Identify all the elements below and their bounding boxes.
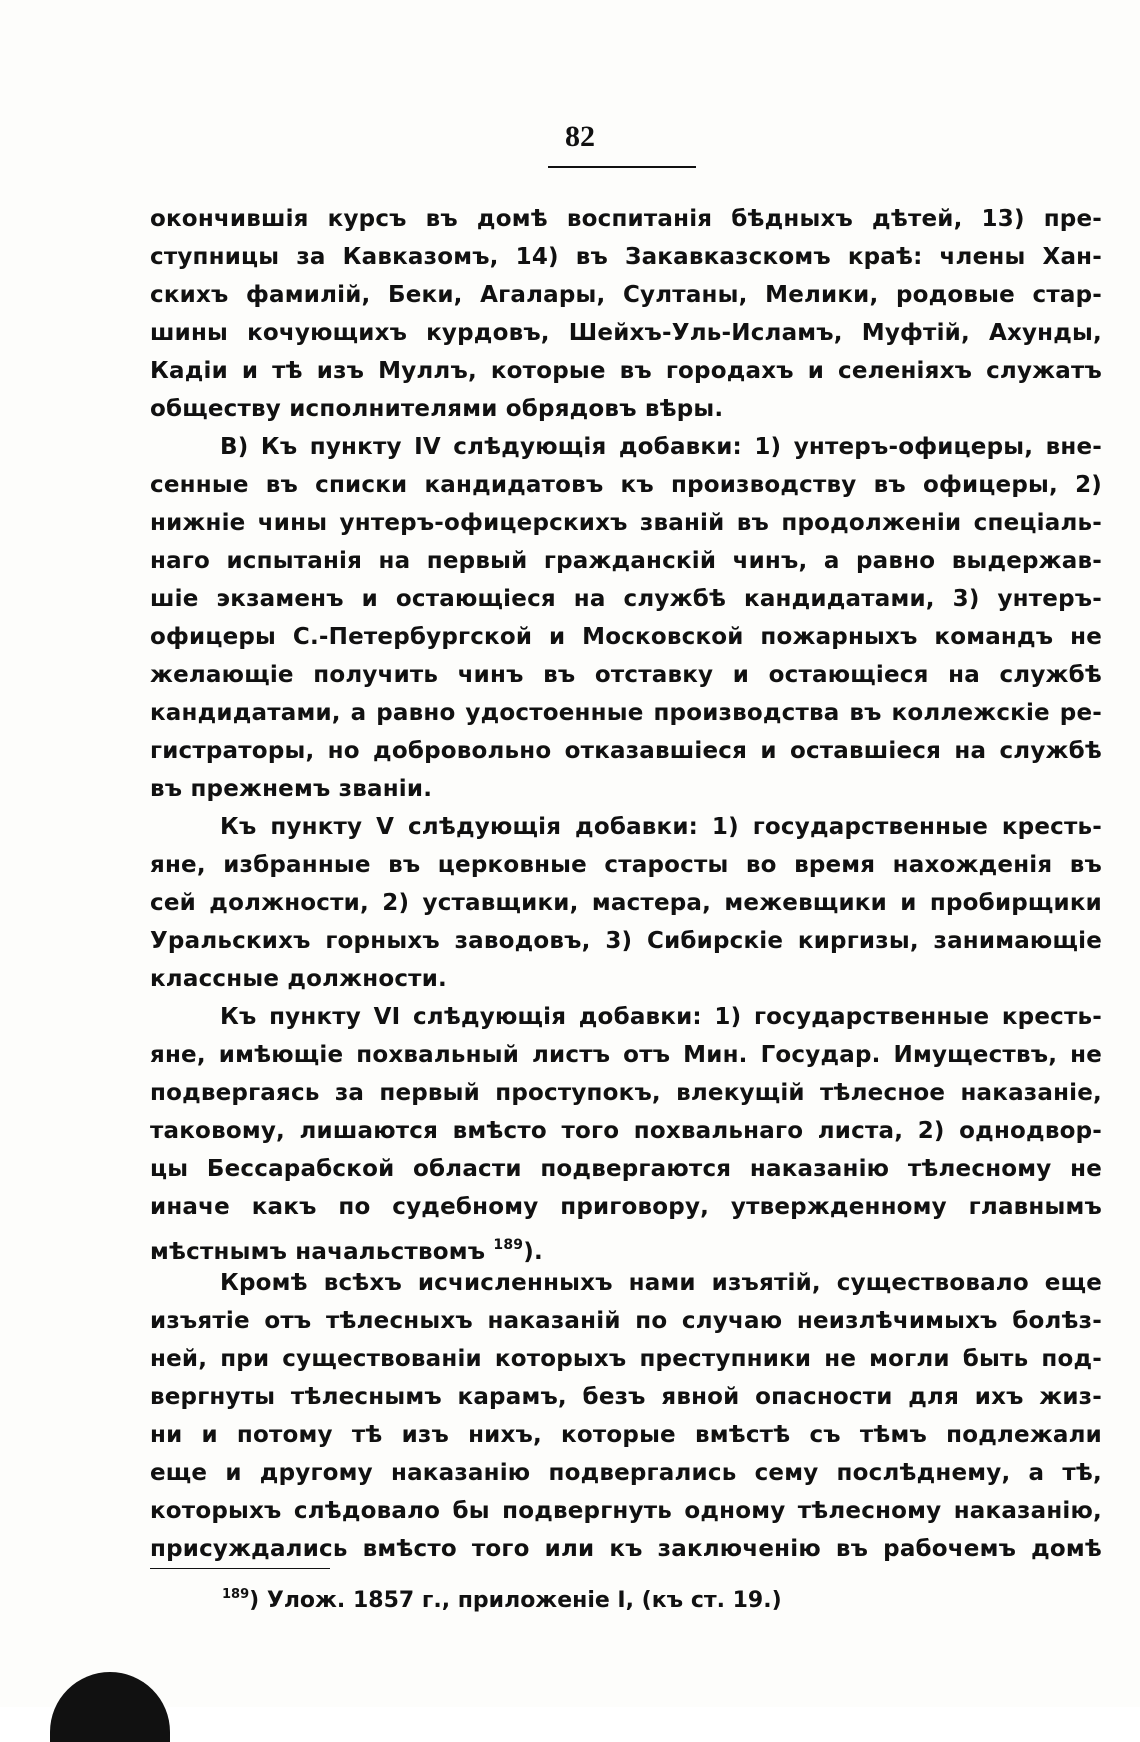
text-line: Уральскихъ горныхъ заводовъ, 3) Сибирскіе киргизы, занимающіе [150,928,1102,954]
text-line: подвергаясь за первый проступокъ, влекущій тѣлесное наказаніе, [150,1080,1102,1106]
header-rule [548,166,696,168]
page-number: 82 [565,120,595,153]
text-line: яне, имѣющіе похвальный листъ отъ Мин. Государ. Имуществъ, не [150,1042,1102,1068]
text-line: скихъ фамилій, Беки, Агалары, Султаны, Мелики, родовые стар- [150,282,1102,308]
text-line: ступницы за Кавказомъ, 14) въ Закавказскомъ краѣ: члены Хан- [150,244,1102,270]
text-line: Къ пункту V слѣдующія добавки: 1) государственные кресть- [220,814,1102,840]
text-line: еще и другому наказанію подвергались сему послѣднему, а тѣ, [150,1460,1102,1486]
text-line: вергнуты тѣлеснымъ карамъ, безъ явной опасности для ихъ жиз- [150,1384,1102,1410]
footnote-rule [150,1568,330,1569]
text-line: кандидатами, а равно удостоенные производства въ коллежскіе ре- [150,700,1102,726]
text-line: Къ пункту VI слѣдующія добавки: 1) государственные кресть- [220,1004,1102,1030]
text-line: гистраторы, но добровольно отказавшіеся и оставшіеся на службѣ [150,738,1102,764]
footnote [222,1578,922,1618]
text-line: шіе экзаменъ и остающіеся на службѣ кандидатами, 3) унтеръ- [150,586,1102,612]
text-line: ни и потому тѣ изъ нихъ, которые вмѣстѣ съ тѣмъ подлежали [150,1422,1102,1448]
text-line-content: мѣстнымъ начальствомъ [150,1239,486,1264]
text-line: наго испытанія на первый гражданскій чинъ, а равно выдержав- [150,548,1102,574]
text-line: сей должности, 2) уставщики, мастера, межевщики и пробирщики [150,890,1102,916]
text-line: шины кочующихъ курдовъ, Шейхъ-Уль-Исламъ, Муфтій, Ахунды, [150,320,1102,346]
text-line: классные должности. [150,966,447,992]
text-line: сенные въ списки кандидатовъ къ производству въ офицеры, 2) [150,472,1102,498]
body-text [150,200,1102,1568]
text-line: которыхъ слѣдовало бы подвергнуть одному тѣлесному наказанію, [150,1498,1102,1524]
text-line: таковому, лишаются вмѣсто того похвальнаго листа, 2) однодвор- [150,1118,1102,1144]
ink-blot [50,1672,170,1742]
text-line: яне, избранные въ церковные старосты во время нахожденія въ [150,852,1102,878]
text-line: обществу исполнителями обрядовъ вѣры. [150,396,724,422]
text-line: Кадіи и тѣ изъ Муллъ, которые въ городахъ и селеніяхъ служатъ [150,358,1102,384]
text-line: ней, при существованіи которыхъ преступники не могли быть под- [150,1346,1102,1372]
text-line: иначе какъ по судебному приговору, утвержденному главнымъ [150,1194,1102,1220]
text-line: желающіе получить чинъ въ отставку и остающіеся на службѣ [150,662,1102,688]
text-line-with-footnote [150,1226,1102,1264]
text-line: окончившія курсъ въ домѣ воспитанія бѣдныхъ дѣтей, 13) пре- [150,206,1102,232]
footnote-reference: 189 [493,1237,524,1253]
text-line: нижніе чины унтеръ-офицерскихъ званій въ продолженіи спеціаль- [150,510,1102,536]
text-line: В) Къ пункту IV слѣдующія добавки: 1) унтеръ-офицеры, вне- [220,434,1102,460]
text-line: офицеры С.-Петербургской и Московской пожарныхъ командъ не [150,624,1102,650]
footnote-text: ) Улож. 1857 г., приложеніе I, (къ ст. 19.) [249,1588,782,1613]
footnote-mark: 189 [222,1587,250,1602]
text-line: присуждались вмѣсто того или къ заключенію въ рабочемъ домѣ [150,1536,1102,1562]
text-line: изъятіе отъ тѣлесныхъ наказаній по случаю неизлѣчимыхъ болѣз- [150,1308,1102,1334]
text-line: въ прежнемъ званіи. [150,776,433,802]
text-line: Кромѣ всѣхъ исчисленныхъ нами изъятій, существовало еще [220,1270,1102,1296]
text-line: цы Бессарабской области подвергаются наказанію тѣлесному не [150,1156,1102,1182]
footnote-reference-close: ). [523,1239,543,1264]
